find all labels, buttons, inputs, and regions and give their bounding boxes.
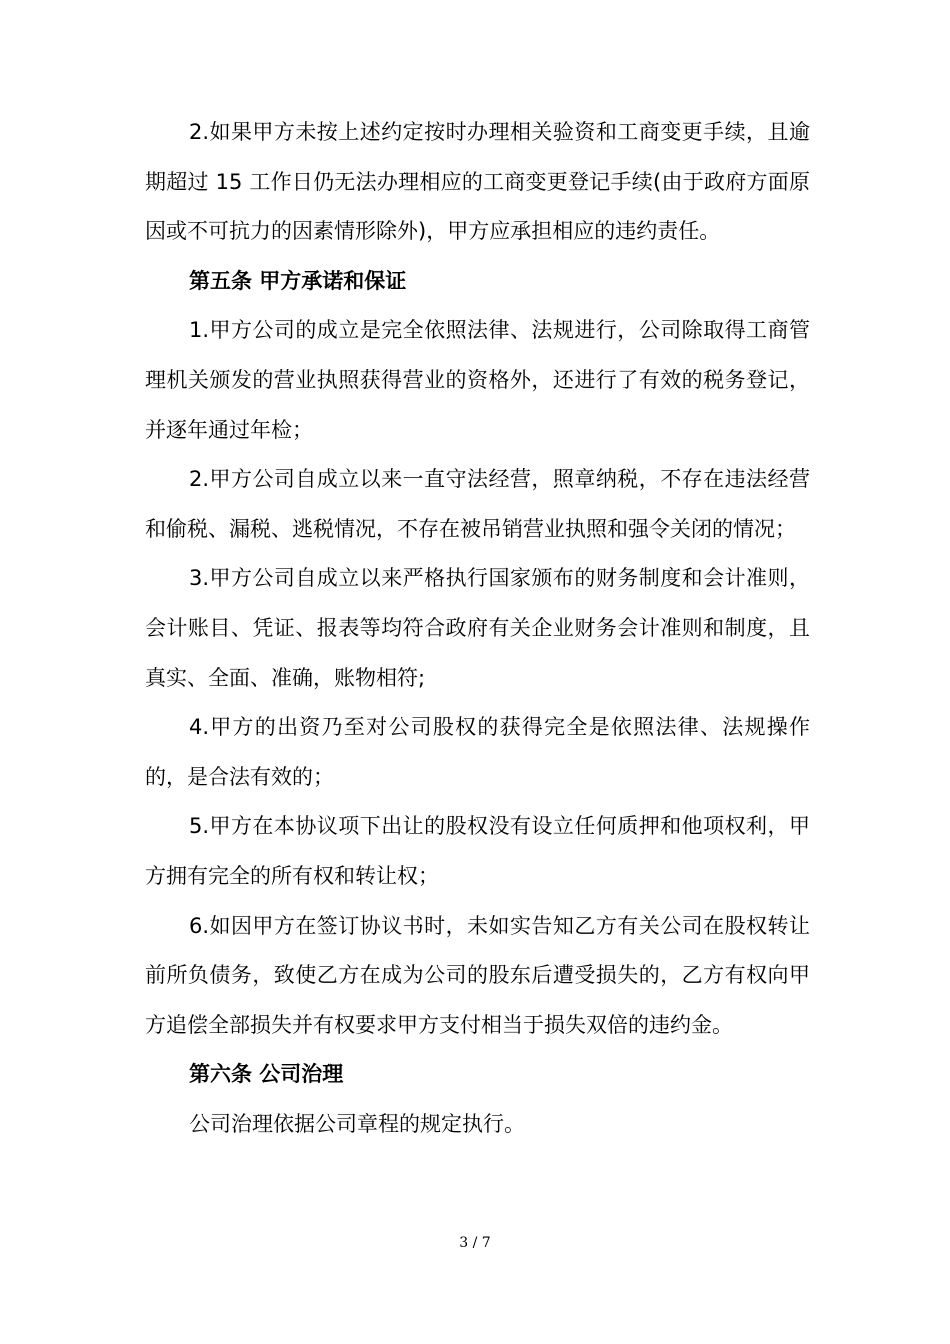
page-number: 3 / 7	[459, 1235, 491, 1251]
paragraph-article-5-item-6: 6.如因甲方在签订协议书时，未如实告知乙方有关公司在股权转让前所负债务，致使乙方在成为公司的股东后遭受损失的，乙方有权向甲方追偿全部损失并有权要求甲方支付相当于损失双倍的违约金。	[145, 913, 810, 1037]
paragraph-article-5-item-4: 4.甲方的出资乃至对公司股权的获得完全是依照法律、法规操作的，是合法有效的；	[145, 715, 810, 789]
paragraph-clause-4-item-2: 2.如果甲方未按上述约定按时办理相关验资和工商变更手续，且逾期超过 15 工作日仍无法办理相应的工商变更登记手续(由于政府方面原因或不可抗力的因素情形除外)，甲方应承担相应的违约责任。	[145, 120, 810, 244]
paragraph-article-5-item-3: 3.甲方公司自成立以来严格执行国家颁布的财务制度和会计准则，会计账目、凭证、报表等均符合政府有关企业财务会计准则和制度，且真实、全面、准确，账物相符;	[145, 566, 810, 690]
paragraph-article-5-item-2: 2.甲方公司自成立以来一直守法经营，照章纳税，不存在违法经营和偷税、漏税、逃税情况，不存在被吊销营业执照和强令关闭的情况；	[145, 467, 810, 541]
section-heading-article-5: 第五条 甲方承诺和保证	[189, 268, 407, 293]
document-body	[145, 108, 810, 1149]
paragraph-article-6-body: 公司治理依据公司章程的规定执行。	[189, 1111, 525, 1136]
section-heading-article-6: 第六条 公司治理	[189, 1062, 344, 1087]
paragraph-article-5-item-5: 5.甲方在本协议项下出让的股权没有设立任何质押和他项权利，甲方拥有完全的所有权和转让权；	[145, 814, 810, 888]
paragraph-article-5-item-1: 1.甲方公司的成立是完全依照法律、法规进行，公司除取得工商管理机关颁发的营业执照获得营业的资格外，还进行了有效的税务登记，并逐年通过年检；	[145, 318, 810, 442]
